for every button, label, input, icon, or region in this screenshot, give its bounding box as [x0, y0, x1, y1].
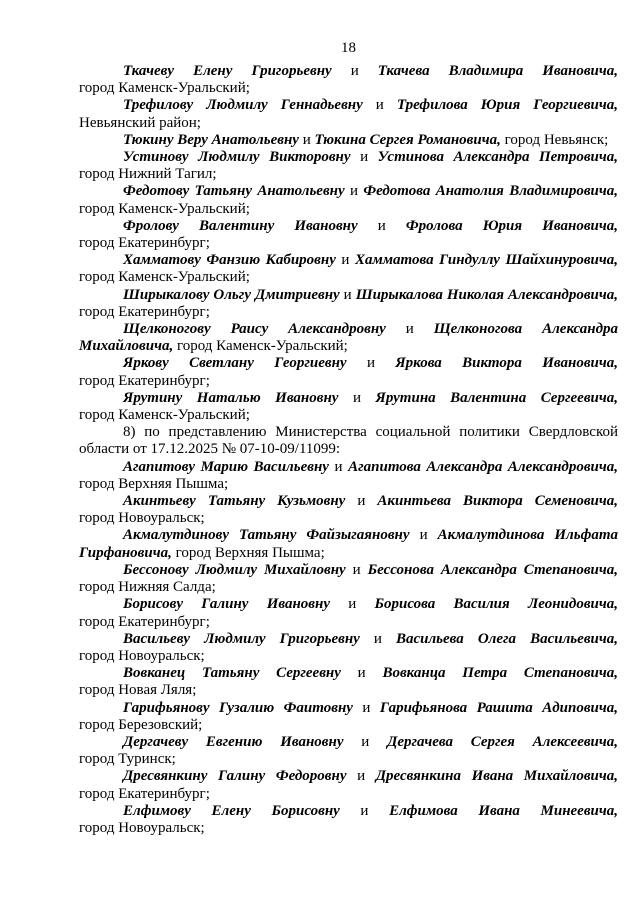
wife-name: Васильеву Людмилу Григорьевну — [123, 630, 360, 647]
conjunction: и — [373, 630, 382, 647]
page-number: 18 — [341, 40, 356, 56]
husband-name: Акмалутдинова Ильфата Гирфановича, — [79, 527, 618, 561]
wife-name: Дресвянкину Галину Федоровну — [123, 768, 347, 785]
wife-name: Акинтьеву Татьяну Кузьмовну — [123, 493, 346, 510]
conjunction: и — [362, 699, 371, 716]
conjunction: и — [357, 493, 366, 510]
couple-entry — [79, 355, 618, 389]
husband-name: Хамматова Гиндуллу Шайхинуровича, — [355, 252, 619, 269]
wife-name: Федотову Татьяну Анатольевну — [123, 183, 345, 200]
husband-name: Вовканца Петра Степановича, — [382, 665, 618, 682]
couple-entry — [79, 596, 618, 630]
husband-name: Ткачева Владимира Ивановича, — [377, 63, 618, 79]
couple-entry — [79, 390, 618, 424]
location-text: Невьянский район; — [79, 114, 201, 131]
husband-name: Тюкина Сергея Романовича, — [314, 131, 501, 148]
location-text: город Новая Ляля; — [79, 682, 197, 699]
conjunction: и — [349, 183, 358, 200]
location-text: город Екатеринбург; — [79, 303, 210, 320]
location-text: город Каменск-Уральский; — [79, 407, 250, 424]
wife-name: Ткачеву Елену Григорьевну — [123, 63, 332, 79]
couple-entry — [79, 768, 618, 802]
wife-name: Ярутину Наталью Ивановну — [123, 389, 339, 406]
husband-name: Бессонова Александра Степановича, — [367, 561, 618, 578]
wife-name: Вовканец Татьяну Сергеевну — [123, 665, 341, 682]
wife-name: Гарифьянову Гузалию Фаитовну — [123, 699, 353, 716]
husband-name: Федотова Анатолия Владимировича, — [363, 183, 618, 200]
husband-name: Ярутина Валентина Сергеевича, — [375, 389, 618, 406]
location-text: город Новоуральск; — [79, 647, 205, 664]
husband-name: Васильева Олега Васильевича, — [395, 630, 618, 647]
location-text: город Каменск-Уральский; — [79, 269, 250, 286]
conjunction: и — [361, 733, 370, 750]
conjunction: и — [405, 321, 414, 338]
wife-name: Дергачеву Евгению Ивановну — [123, 733, 344, 750]
location-text: город Новоуральск; — [79, 510, 205, 527]
location-text: город Екатеринбург; — [79, 785, 210, 802]
couple-entry — [79, 132, 618, 149]
wife-name: Елфимову Елену Борисовну — [123, 802, 340, 819]
conjunction: и — [357, 665, 366, 682]
couple-entry — [79, 734, 618, 768]
wife-name: Яркову Светлану Георгиевну — [123, 355, 347, 372]
location-text: город Каменск-Уральский; — [176, 338, 348, 355]
conjunction: и — [341, 252, 350, 269]
provision-text: 8) по представлению Министерства социальной политики Свердловской области от 17.12.2025 № 07-10-09/11099: — [79, 424, 618, 458]
location-text: город Каменск-Уральский; — [79, 80, 250, 97]
husband-name: Устинова Александра Петровича, — [377, 149, 618, 166]
location-text: город Верхняя Пышма; — [175, 544, 325, 561]
wife-name: Устинову Людмилу Викторовну — [123, 149, 351, 166]
husband-name: Фролова Юрия Ивановича, — [405, 217, 619, 234]
conjunction: и — [334, 458, 343, 475]
couple-entry — [79, 700, 618, 734]
husband-name: Борисова Василия Леонидовича, — [374, 596, 619, 613]
husband-name: Дресвянкина Ивана Михайловича, — [375, 768, 618, 785]
wife-name: Хамматову Фанзию Кабировну — [123, 252, 336, 269]
husband-name: Елфимова Ивана Минеевича, — [389, 802, 619, 819]
wife-name: Трефилову Людмилу Геннадьевну — [123, 97, 363, 114]
conjunction: и — [352, 561, 361, 578]
husband-name: Яркова Виктора Ивановича, — [395, 355, 618, 372]
husband-name: Акинтьева Виктора Семеновича, — [377, 493, 619, 510]
couple-entry — [79, 218, 618, 252]
husband-name: Агапитова Александра Александровича, — [348, 458, 619, 475]
conjunction: и — [350, 63, 359, 79]
location-text: город Березовский; — [79, 716, 203, 733]
couple-entry — [79, 149, 618, 183]
couple-entry — [79, 459, 618, 493]
wife-name: Щелконогову Раису Александровну — [123, 321, 386, 338]
conjunction: и — [419, 527, 428, 544]
wife-name: Акмалутдинову Татьяну Файзыгаяновну — [123, 527, 410, 544]
couple-entry — [79, 183, 618, 217]
couple-entry — [79, 665, 618, 699]
couple-entry — [79, 562, 618, 596]
location-text: город Новоуральск; — [79, 819, 205, 836]
conjunction: и — [348, 596, 357, 613]
conjunction: и — [366, 355, 375, 372]
husband-name: Щелконогова Александра Михайловича, — [79, 321, 619, 355]
couple-entry — [79, 527, 618, 561]
couple-entry — [79, 287, 618, 321]
wife-name: Бессонову Людмилу Михайловну — [123, 561, 346, 578]
conjunction: и — [343, 286, 352, 303]
couple-entry — [79, 493, 618, 527]
location-text: город Екатеринбург; — [79, 235, 210, 252]
entries-list — [79, 63, 618, 837]
wife-name: Фролову Валентину Ивановну — [123, 217, 358, 234]
provision-paragraph — [79, 424, 618, 458]
conjunction: и — [360, 802, 369, 819]
conjunction: и — [352, 389, 361, 406]
husband-name: Трефилова Юрия Георгиевича, — [396, 97, 618, 114]
location-text: город Верхняя Пышма; — [79, 475, 229, 492]
wife-name: Тюкину Веру Анатольевну — [123, 131, 299, 148]
couple-entry — [79, 631, 618, 665]
location-text: город Екатеринбург; — [79, 613, 210, 630]
husband-name: Дергачева Сергея Алексеевича, — [387, 733, 619, 750]
husband-name: Гарифьянова Рашита Адиповича, — [379, 699, 619, 716]
wife-name: Агапитову Марию Васильевну — [123, 458, 329, 475]
conjunction: и — [377, 217, 386, 234]
conjunction: и — [302, 131, 311, 148]
location-text: город Нижний Тагил; — [79, 166, 217, 183]
location-text: город Туринск; — [79, 751, 176, 768]
couple-entry — [79, 252, 618, 286]
couple-entry — [79, 63, 618, 97]
conjunction: и — [360, 149, 369, 166]
couple-entry — [79, 321, 618, 355]
couple-entry — [79, 97, 618, 131]
husband-name: Ширыкалова Николая Александровича, — [355, 286, 619, 303]
wife-name: Ширыкалову Ольгу Дмитриевну — [123, 286, 340, 303]
wife-name: Борисову Галину Ивановну — [123, 596, 330, 613]
conjunction: и — [375, 97, 384, 114]
couple-entry — [79, 803, 618, 837]
conjunction: и — [357, 768, 366, 785]
location-text: город Нижняя Салда; — [79, 579, 216, 596]
location-text: город Екатеринбург; — [79, 372, 210, 389]
location-text: город Каменск-Уральский; — [79, 200, 250, 217]
location-text: город Невьянск; — [504, 131, 609, 148]
